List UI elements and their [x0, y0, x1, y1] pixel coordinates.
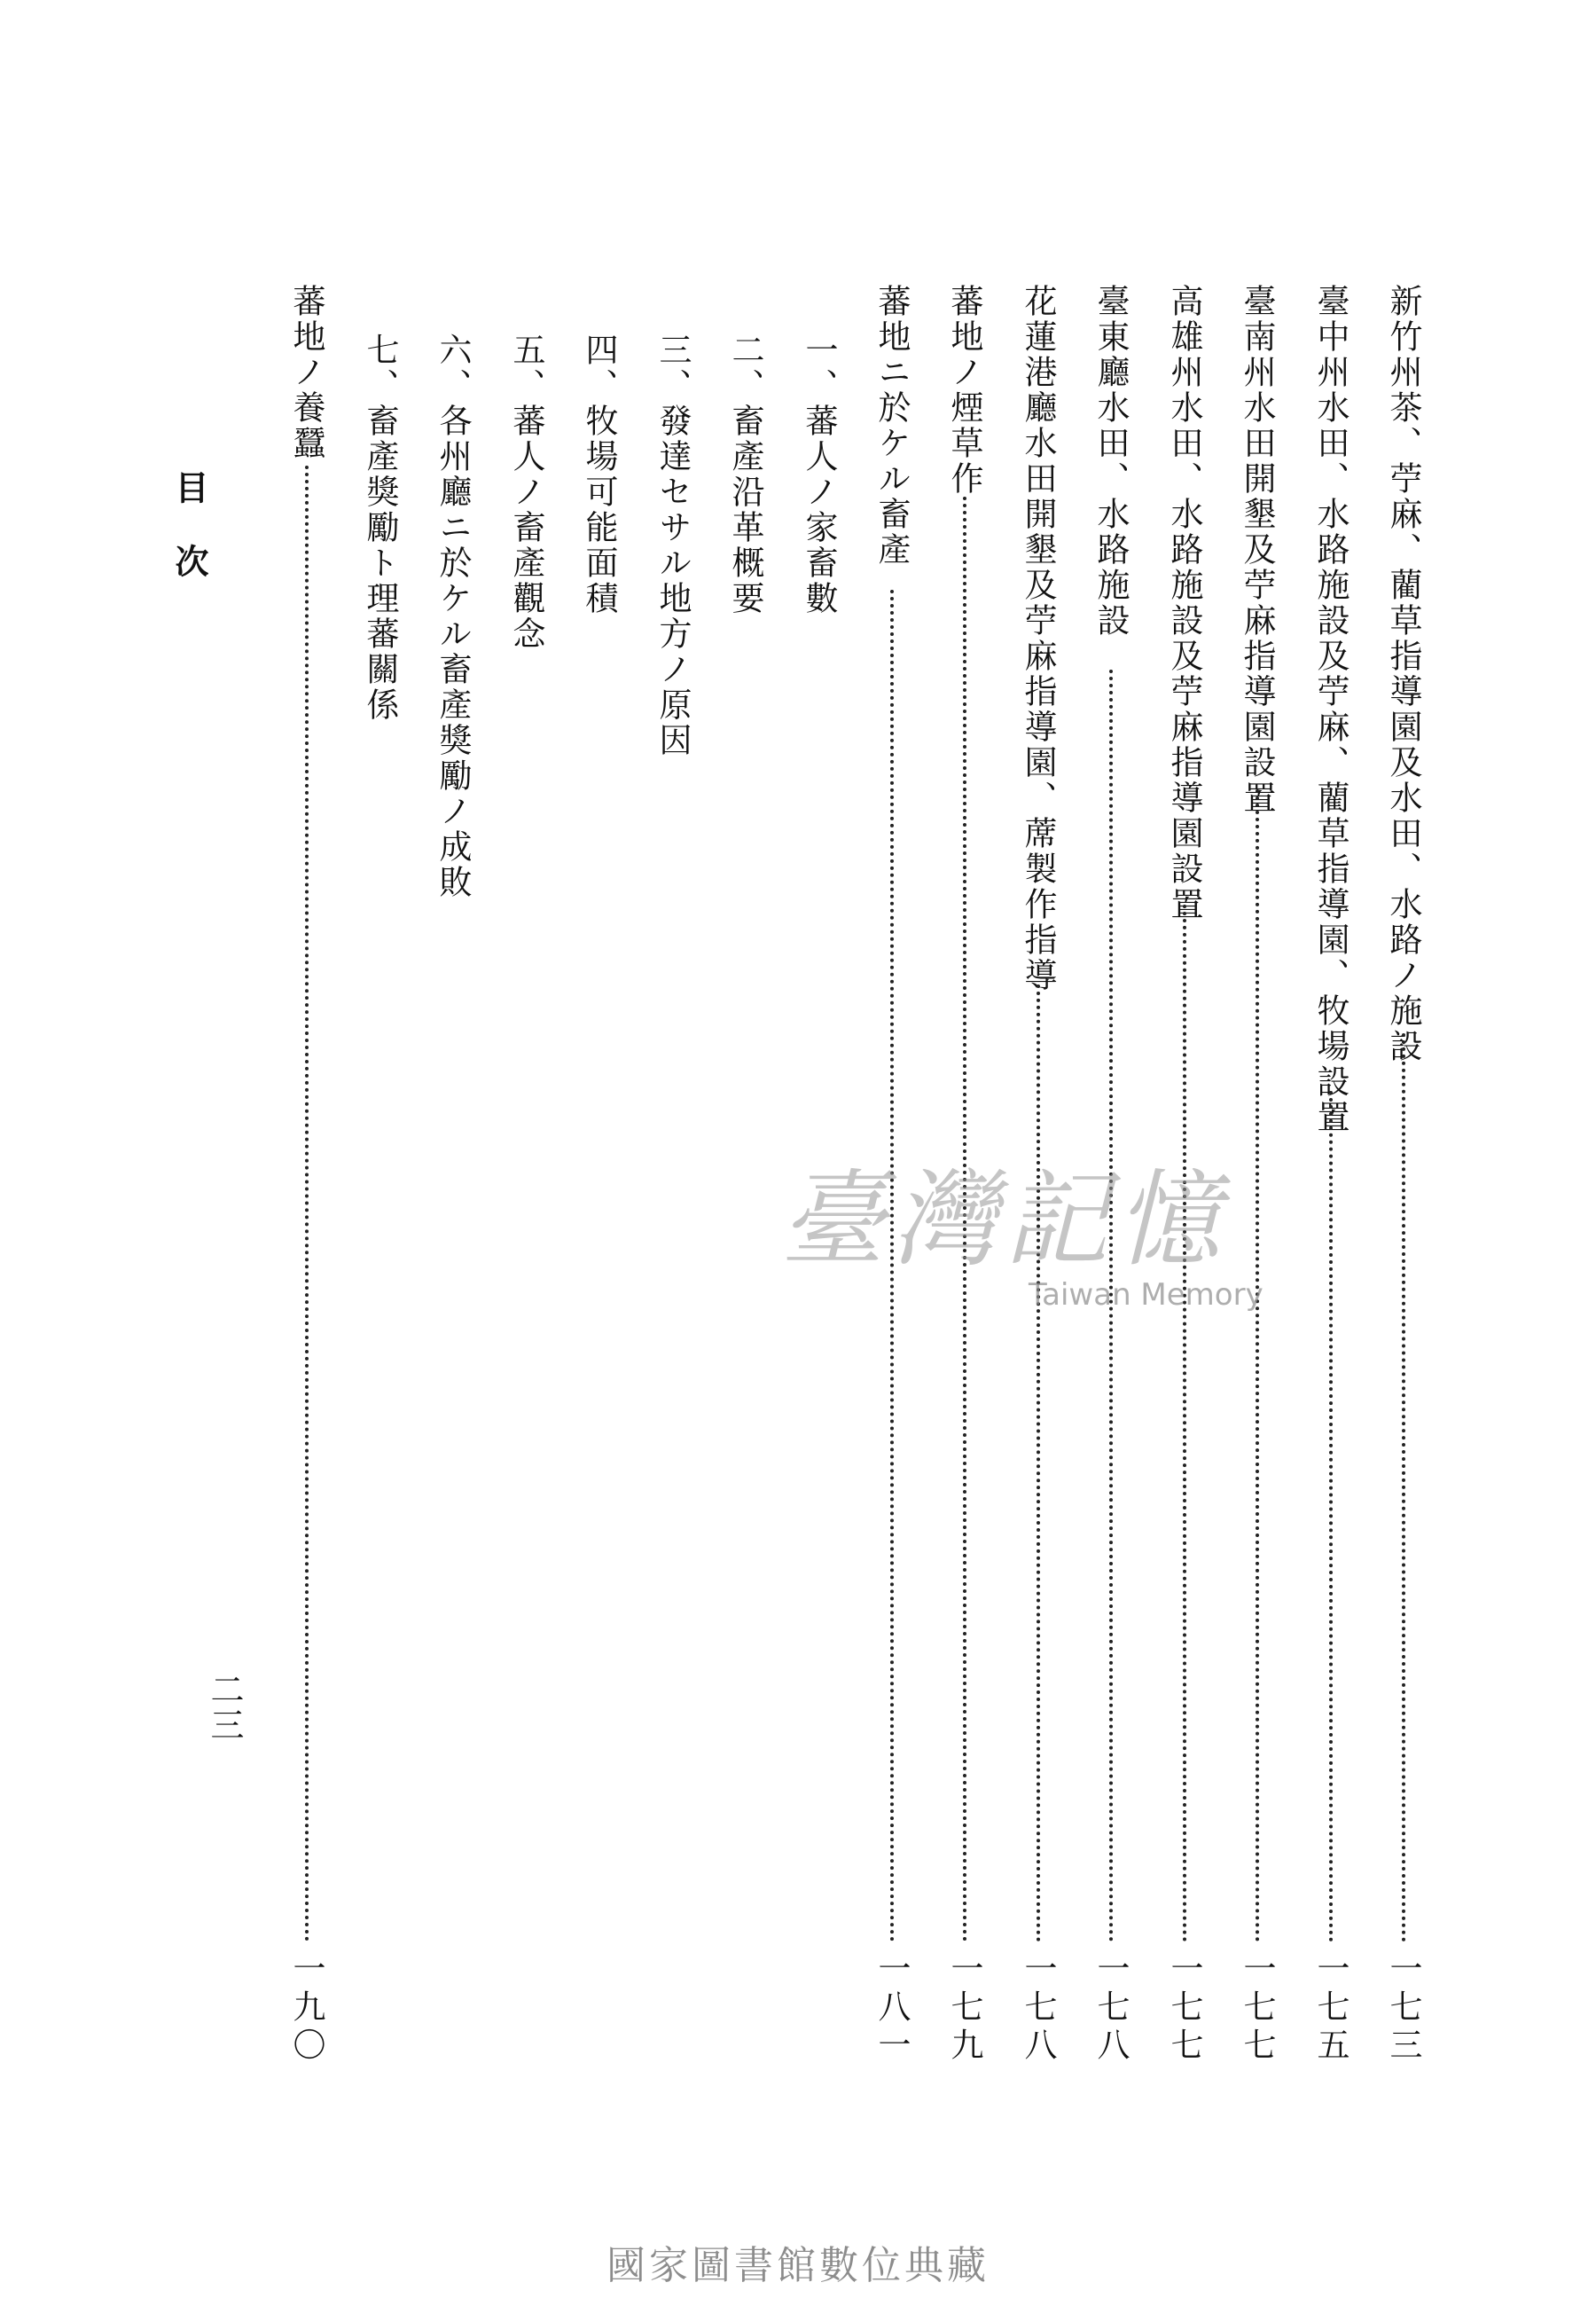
toc-entry: [1376, 0, 1429, 2306]
toc-entry-page: 一九〇: [287, 1951, 325, 2066]
toc-leader-dots: [1037, 984, 1040, 1942]
toc-entry-page: 一七九: [945, 1951, 983, 2066]
toc-entry: [864, 0, 918, 2306]
toc-entry: [1303, 0, 1357, 2306]
toc-subentry-title: 四、牧場可能面積: [580, 333, 618, 616]
toc-entry-page: 一七七: [1165, 1951, 1203, 2066]
toc-entry-title: 臺南州水田開墾及苧麻指導園設置: [1238, 284, 1276, 816]
toc-entry-title: 蕃地ノ養蠶: [287, 284, 325, 461]
toc-leader-dots: [1183, 905, 1186, 1942]
watermark-text: 臺灣記憶: [780, 1158, 1228, 1281]
toc-subentry-title: 六、各州廳ニ於ケル畜產獎勵ノ成敗: [434, 333, 472, 900]
toc-entry: [937, 0, 990, 2306]
toc-entry: [1011, 0, 1064, 2306]
toc-subentry: [792, 0, 845, 2306]
toc-leader-dots: [305, 466, 309, 1942]
toc-subentry-title: 一、蕃人ノ家畜數: [800, 333, 838, 616]
toc-subentry: [572, 0, 625, 2306]
toc-entry-page: 一七三: [1384, 1951, 1422, 2066]
toc-entry-title: 臺中州水田、水路施設及苧麻、藺草指導園、牧場設置: [1311, 284, 1350, 1135]
toc-entry-title: 蕃地ノ煙草作: [945, 284, 983, 497]
toc-entry: [279, 0, 332, 2306]
toc-entry-page: 一七五: [1311, 1951, 1350, 2066]
toc-leader-dots: [963, 497, 966, 1942]
toc-entry-title: 臺東廳水田、水路施設: [1091, 284, 1130, 639]
toc-leader-dots: [1109, 670, 1113, 1942]
toc-entry-page: 一七七: [1238, 1951, 1276, 2066]
toc-subentry-title: 三、發達セサル地方ノ原因: [653, 333, 692, 758]
toc-entry-page: 一七八: [1019, 1951, 1057, 2066]
toc-entry-title: 蕃地ニ於ケル畜產: [872, 284, 911, 568]
toc-entry-title: 新竹州茶、苧麻、藺草指導園及水田、水路ノ施設: [1384, 284, 1422, 1064]
toc-entry: [1084, 0, 1137, 2306]
toc-subentry: [353, 0, 406, 2306]
footer-text: 國家圖書館數位典藏: [606, 2243, 990, 2288]
toc-subentry: [499, 0, 552, 2306]
toc-entry-title: 高雄州水田、水路施設及苧麻指導園設置: [1165, 284, 1203, 922]
toc-subentry: [426, 0, 479, 2306]
toc-entry: [1157, 0, 1210, 2306]
toc-leader-dots: [1256, 789, 1259, 1942]
toc-subentry: [645, 0, 699, 2306]
toc-leader-dots: [1402, 1033, 1405, 1942]
toc-entry-title: 花蓮港廳水田開墾及苧麻指導園、蓆製作指導: [1019, 284, 1057, 993]
toc-entry-page: 一八一: [872, 1951, 911, 2066]
toc-subentry-title: 七、畜產獎勵ト理蕃關係: [361, 333, 399, 723]
toc-subentry: [718, 0, 771, 2306]
watermark-subtext: Taiwan Memory: [1029, 1277, 1264, 1313]
page-header-title: 目 次: [169, 470, 209, 577]
toc-leader-dots: [890, 590, 894, 1942]
page-number: 二三: [205, 1672, 244, 1743]
toc-subentry-title: 五、蕃人ノ畜產觀念: [507, 333, 545, 652]
toc-entry-page: 一七八: [1091, 1951, 1130, 2066]
toc-leader-dots: [1329, 1091, 1333, 1942]
toc-entry: [1230, 0, 1283, 2306]
toc-subentry-title: 二、畜產沿革概要: [726, 333, 764, 616]
